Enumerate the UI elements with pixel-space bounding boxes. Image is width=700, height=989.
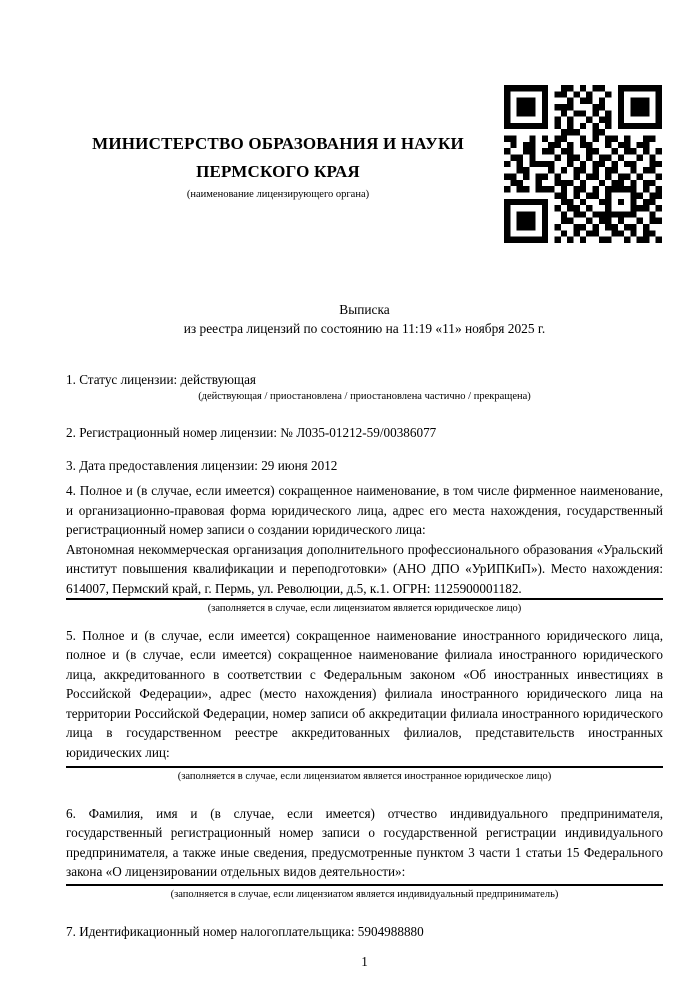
item-legal-entity xyxy=(66,481,663,616)
license-status-options-caption: (действующая / приостановлена / приостановлена частично / прекращена) xyxy=(198,390,531,402)
ministry-name-line2: ПЕРМСКОГО КРАЯ xyxy=(196,162,360,181)
licensing-authority-caption: (наименование лицензирующего органа) xyxy=(186,189,370,200)
foreign-entity-caption: (заполняется в случае, если лицензиатом является иностранное юридическое лицо) xyxy=(177,771,552,782)
document-title-line1: Выписка xyxy=(339,302,390,317)
legal-entity-value: Автономная некоммерческая организация дополнительного профессионального образования «Уральский институт повышения квалификации и переподготовки» (АНО ДПО «УрИПКиП»). Место нахождения: 614007, Пермский край, г. Пермь, ул. Революции, д.5, к.1. ОГРН: 1125900001182. xyxy=(66,541,663,596)
foreign-entity-fill-line xyxy=(66,766,663,768)
entrepreneur-caption: (заполняется в случае, если лицензиатом является индивидуальный предприниматель) xyxy=(170,888,559,900)
legal-entity-caption: (заполняется в случае, если лицензиатом является юридическое лицо) xyxy=(207,603,522,614)
foreign-entity-description: 5. Полное и (в случае, если имеется) сокращенное наименование иностранного юридического лица, полное и (в случае, если имеется) сокращенное наименование филиала иностранного юридического лица, аккредитованного в соответствии с Федеральным законом «Об иностранных инвестициях в Российской Федерации», адрес (место нахождения) филиала иностранного юридического лица на территории Российской Федерации, номер записи об аккредитации филиала иностранного юридического лица в государственном реестре аккредитованных филиалов, представительств иностранных юридических лиц: xyxy=(66,627,663,760)
item-license-status: 1. Статус лицензии: действующая xyxy=(66,372,257,387)
ministry-name-line1: МИНИСТЕРСТВО ОБРАЗОВАНИЯ И НАУКИ xyxy=(92,134,464,153)
item-grant-date: 3. Дата предоставления лицензии: 29 июня 2012 xyxy=(66,457,338,473)
page-number: 1 xyxy=(361,953,368,969)
legal-entity-description: 4. Полное и (в случае, если имеется) сокращенное наименование, в том числе фирменное наименование, и организационно-правовая форма юридического лица, адрес его места нахождения, государственный регистрационный номер записи о создании юридического лица: xyxy=(66,483,663,537)
entrepreneur-fill-line xyxy=(66,884,663,886)
item-taxpayer-number: 7. Идентификационный номер налогоплательщика: 5904988880 xyxy=(66,924,424,939)
legal-entity-fill-line xyxy=(66,598,663,600)
item-entrepreneur xyxy=(66,804,663,902)
ministry-name xyxy=(66,130,490,186)
document-title xyxy=(66,301,663,338)
entrepreneur-description: 6. Фамилия, имя и (в случае, если имеется) отчество индивидуального предпринимателя, государственный регистрационный номер записи о государственной регистрации индивидуального предпринимателя, а также иные сведения, предусмотренные пунктом 3 части 1 статьи 15 Федерального закона «О лицензировании отдельных видов деятельности»: xyxy=(66,805,663,879)
document-header xyxy=(66,0,490,201)
item-registration-number: 2. Регистрационный номер лицензии: № Л035-01212-59/00386077 xyxy=(66,425,437,440)
document-title-date-line: из реестра лицензий по состоянию на 11:19 «11» ноября 2025 г. xyxy=(183,320,546,336)
item-foreign-entity xyxy=(66,626,663,784)
qr-code-icon xyxy=(504,85,662,243)
